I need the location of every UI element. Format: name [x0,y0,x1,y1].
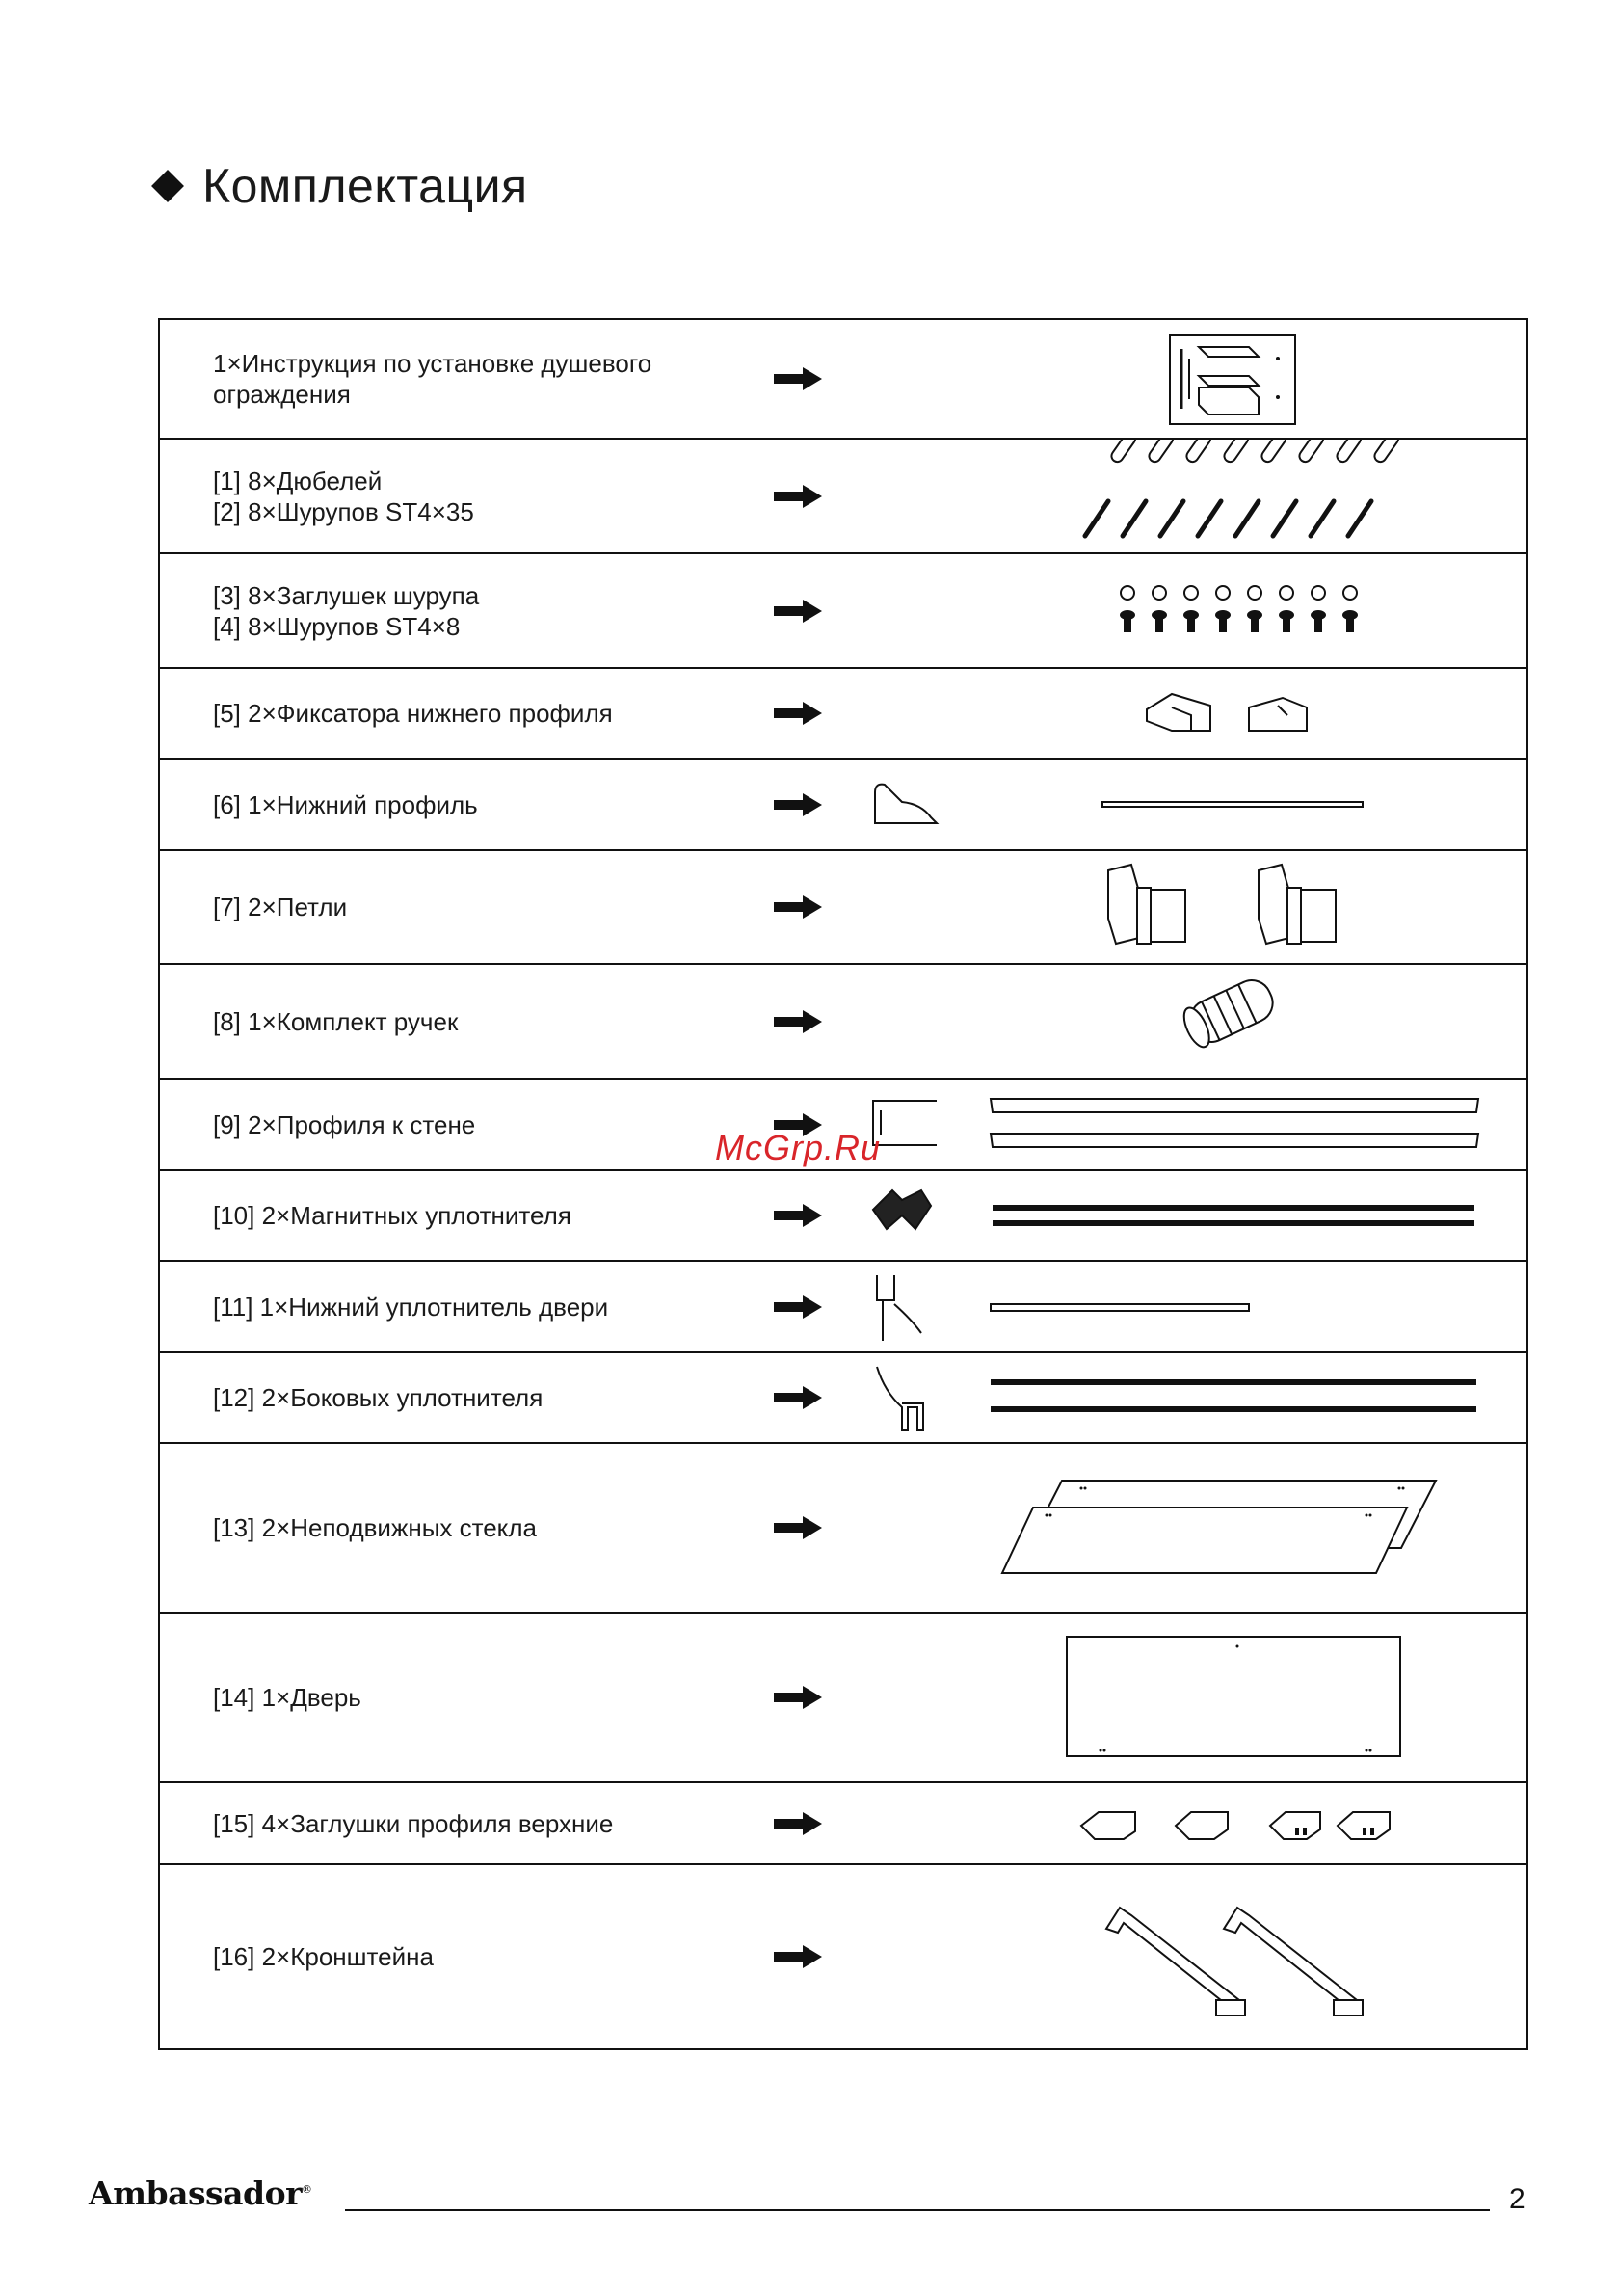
table-row [160,1171,1526,1262]
table-row [160,1444,1526,1614]
row-label: [9] 2×Профиля к стене [213,1109,476,1139]
table-row [160,669,1526,760]
fixator-icon [160,669,1528,760]
parts-table [158,318,1528,2050]
fixed-glass-icon [160,1444,1528,1614]
row-label: [10] 2×Магнитных уплотнителя [213,1201,571,1230]
table-row [160,1614,1526,1783]
row-label: [5] 2×Фиксатора нижнего профиля [213,699,613,728]
table-row [160,320,1526,440]
dowels-screws-icon [160,440,1528,554]
row-label: [1] 8×Дюбелей [2] 8×Шурупов ST4×35 [213,466,474,526]
table-row [160,1783,1526,1865]
brand-name: Ambassador [89,2175,302,2212]
hinge-icon [160,851,1528,965]
row-label: [16] 2×Кронштейна [213,1942,434,1971]
row-label: [12] 2×Боковых уплотнителя [213,1383,544,1412]
table-row [160,760,1526,851]
registered-mark: ® [302,2183,312,2196]
handle-icon [160,965,1528,1080]
bottom-seal-icon [160,1262,1528,1353]
bottom-profile-icon [160,760,1528,851]
table-row [160,1262,1526,1353]
watermark: McGrp.Ru [715,1128,882,1167]
table-row [160,1865,1526,2048]
row-label: [8] 1×Комплект ручек [213,1006,459,1036]
door-icon [160,1614,1528,1783]
bracket-icon [160,1865,1528,2048]
table-row [160,851,1526,965]
top-caps-icon [160,1783,1528,1865]
page-title-text: Комплектация [202,159,528,213]
diamond-bullet-icon [151,170,184,202]
page-number: 2 [1509,2183,1525,2215]
row-label: [14] 1×Дверь [213,1683,361,1712]
row-label: [15] 4×Заглушки профиля верхние [213,1808,614,1838]
page-title [156,158,528,214]
side-seal-icon [160,1353,1528,1444]
row-label: [6] 1×Нижний профиль [213,789,478,819]
table-row [160,554,1526,669]
manual-icon [160,320,1528,440]
row-label: [3] 8×Заглушек шурупа [4] 8×Шурупов ST4×8 [213,580,480,641]
footer-divider [345,2209,1490,2211]
row-label: 1×Инструкция по установке душевого ограждения [213,349,652,409]
footer-brand [89,2175,312,2212]
caps-screws-icon [160,554,1528,669]
row-label: [7] 2×Петли [213,893,348,921]
magnetic-seal-icon [160,1171,1528,1262]
table-row [160,1353,1526,1444]
row-label: [13] 2×Неподвижных стекла [213,1513,537,1542]
row-label: [11] 1×Нижний уплотнитель двери [213,1292,609,1322]
table-row [160,965,1526,1080]
table-row [160,440,1526,554]
